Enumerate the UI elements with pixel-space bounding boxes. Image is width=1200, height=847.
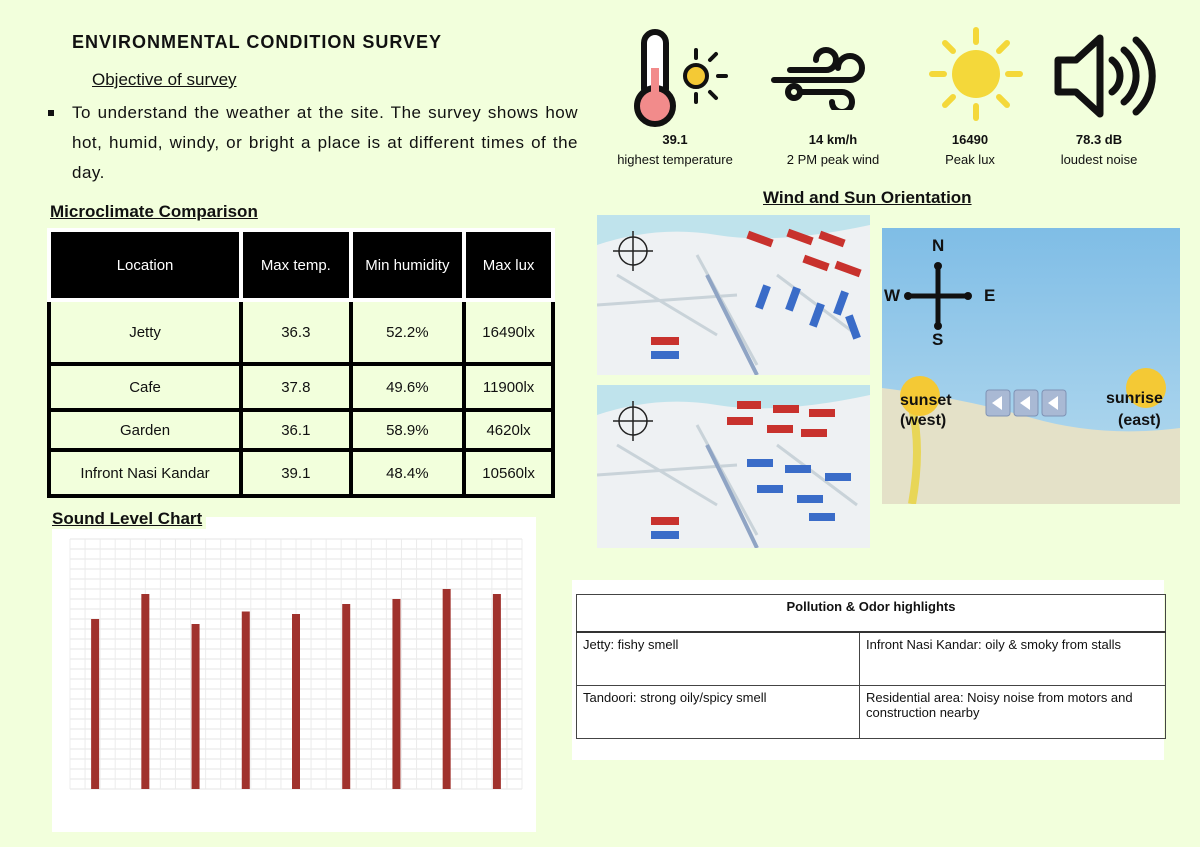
stat-loudest-noise — [1024, 130, 1174, 170]
sound-level-chart — [52, 517, 536, 832]
compass-east-label: E — [984, 286, 996, 305]
sun-icon — [928, 26, 1024, 122]
stat-peak-lux — [895, 130, 1045, 170]
table-cell: 49.6% — [351, 364, 465, 410]
microclimate-table — [47, 228, 555, 498]
table-cell: Jetty: fishy smell — [577, 632, 860, 686]
table-cell: 48.4% — [351, 450, 465, 496]
table-row — [49, 300, 553, 364]
stat-value: 39.1 — [662, 132, 688, 147]
table-row — [49, 410, 553, 450]
table-cell: 4620lx — [464, 410, 553, 450]
table-cell: Infront Nasi Kandar: oily & smoky from stalls — [860, 632, 1166, 686]
chart-bar — [493, 594, 501, 789]
pollution-title: Pollution & Odor highlights — [577, 595, 1166, 633]
chart-bar — [443, 589, 451, 789]
table-row — [577, 632, 1166, 686]
table-cell: Cafe — [49, 364, 241, 410]
table-cell: Residential area: Noisy noise from motors and construction nearby — [860, 686, 1166, 739]
sunset-label: sunset — [900, 392, 952, 409]
microclimate-heading: Microclimate Comparison — [50, 202, 258, 221]
table-cell: 36.3 — [241, 300, 350, 364]
thermometer-sun-icon — [630, 28, 740, 128]
column-header: Max temp. — [241, 230, 350, 300]
table-cell: 36.1 — [241, 410, 350, 450]
stat-highest-temperature — [600, 130, 750, 170]
table-cell: Jetty — [49, 300, 241, 364]
stat-label: highest temperature — [617, 152, 733, 167]
stat-value: 78.3 dB — [1075, 132, 1123, 147]
wind-icon — [770, 40, 880, 110]
table-cell: Garden — [49, 410, 241, 450]
table-row — [49, 450, 553, 496]
stat-label: 2 PM peak wind — [786, 152, 880, 167]
chart-bar — [242, 612, 250, 790]
compass-south-label: S — [932, 330, 944, 349]
chart-bar — [192, 624, 200, 789]
stat-value: 16490 — [951, 132, 989, 147]
pollution-panel — [572, 580, 1164, 760]
column-header: Min humidity — [351, 230, 465, 300]
sunrise-label: sunrise — [1106, 390, 1163, 407]
compass-west-label: W — [884, 286, 901, 305]
table-cell: 16490lx — [464, 300, 553, 364]
wind-sun-heading: Wind and Sun Orientation — [763, 188, 972, 207]
table-cell: 39.1 — [241, 450, 350, 496]
chart-bar — [292, 614, 300, 789]
objective-heading: Objective of survey — [92, 70, 237, 89]
stat-label: Peak lux — [945, 152, 995, 167]
sound-chart-panel — [52, 517, 536, 832]
column-header: Location — [49, 230, 241, 300]
column-header: Max lux — [464, 230, 553, 300]
pollution-table — [576, 594, 1166, 739]
chart-bar — [91, 619, 99, 789]
table-row — [49, 364, 553, 410]
table-row — [577, 686, 1166, 739]
table-cell: 52.2% — [351, 300, 465, 364]
sun-orientation-map — [882, 228, 1180, 504]
table-cell: 58.9% — [351, 410, 465, 450]
table-cell: Infront Nasi Kandar — [49, 450, 241, 496]
stat-label: loudest noise — [1060, 152, 1138, 167]
stat-peak-wind — [758, 130, 908, 170]
table-cell: 10560lx — [464, 450, 553, 496]
bullet-icon — [48, 110, 54, 116]
wind-map-morning — [597, 215, 870, 375]
stat-value: 14 km/h — [808, 132, 858, 147]
compass-north-label: N — [932, 236, 945, 255]
table-cell: 11900lx — [464, 364, 553, 410]
table-cell: Tandoori: strong oily/spicy smell — [577, 686, 860, 739]
objective-text: To understand the weather at the site. The survey shows how hot, humid, windy, or bright a place is at different times of the day. — [72, 103, 578, 182]
chart-bar — [342, 604, 350, 789]
table-cell: 37.8 — [241, 364, 350, 410]
page-title: ENVIRONMENTAL CONDITION SURVEY — [72, 32, 443, 52]
sunrise-direction: (east) — [1118, 412, 1161, 429]
wind-map-afternoon — [597, 385, 870, 548]
chart-bar — [392, 599, 400, 789]
sound-heading: Sound Level Chart — [52, 509, 206, 529]
objective-bullet — [48, 98, 578, 188]
chart-bar — [141, 594, 149, 789]
speaker-icon — [1052, 30, 1162, 122]
sunset-direction: (west) — [900, 412, 947, 429]
